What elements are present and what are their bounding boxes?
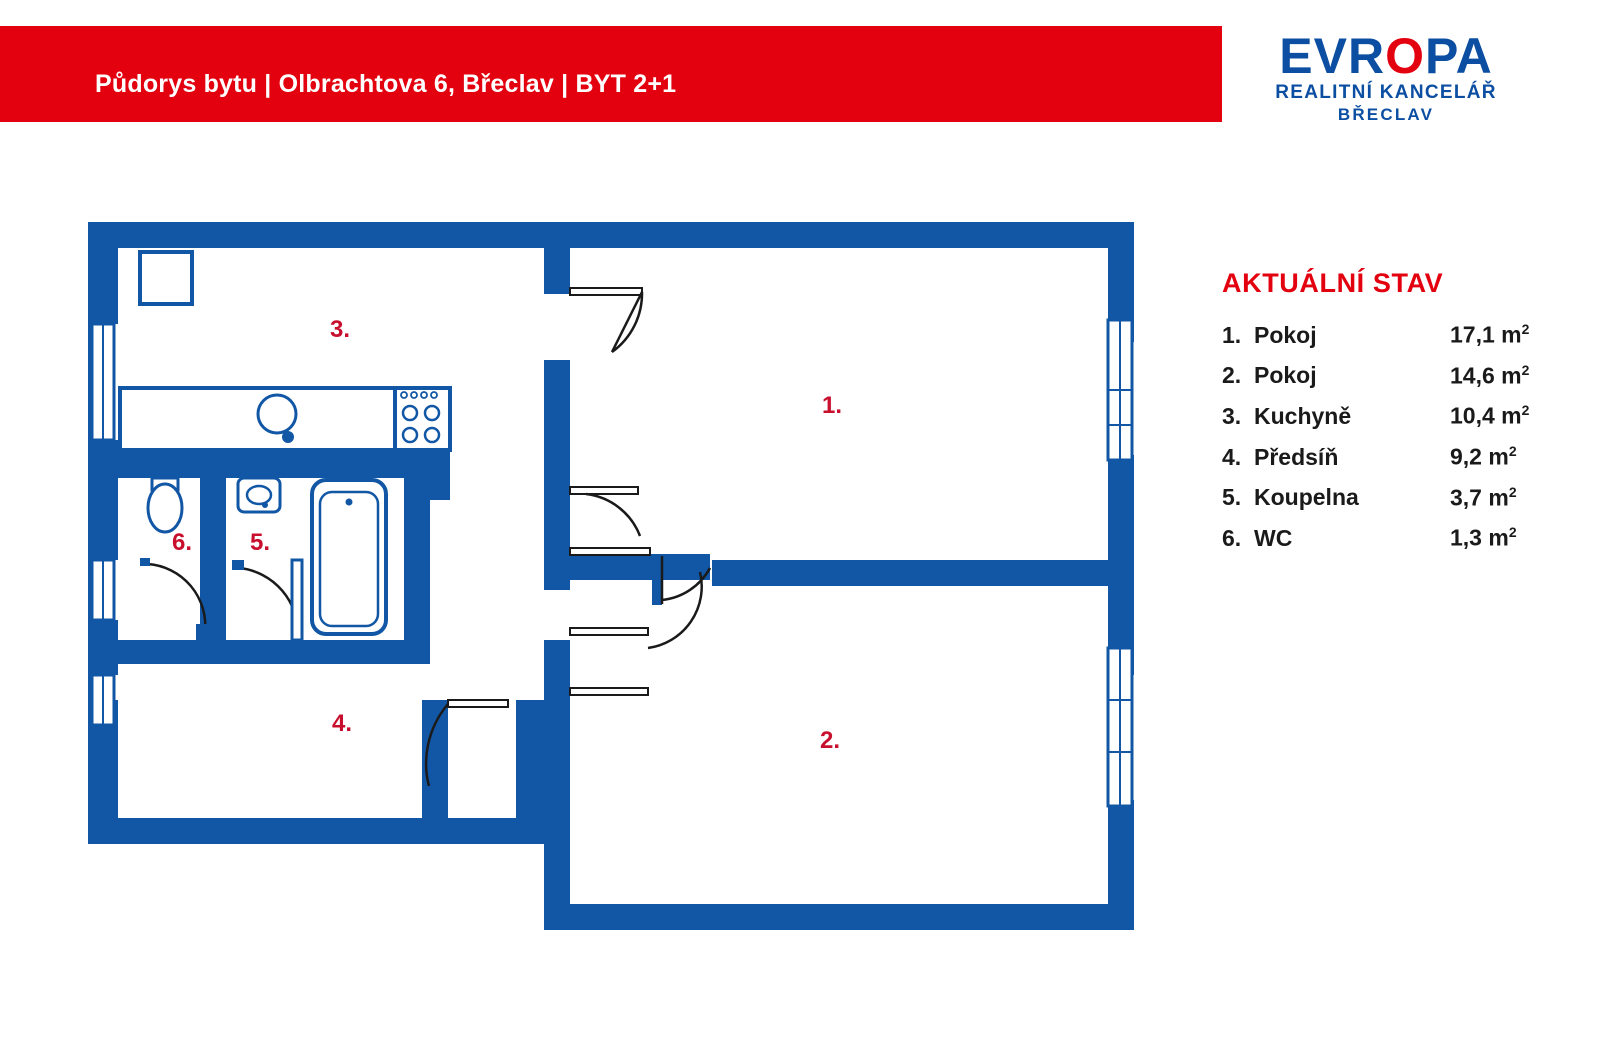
legend-row-area: 3,7 $m^2$ (1450, 483, 1517, 511)
list-item (1222, 402, 1562, 430)
page-title: Půdorys bytu | Olbrachtova 6, Břeclav | BYT 2+1 (95, 70, 677, 98)
kitchen-fixtures (120, 388, 450, 450)
legend-row-name: Pokoj (1254, 362, 1317, 389)
walls-group (88, 222, 1134, 930)
logo-wordmark (1246, 30, 1526, 82)
window-left-hall (92, 675, 114, 725)
legend-row-area: 1,3 $m^2$ (1450, 524, 1517, 551)
room-label-3: 3. (330, 316, 351, 343)
legend-row-name: Koupelna (1254, 484, 1359, 511)
washbasin (238, 478, 280, 512)
list-item (1222, 524, 1562, 552)
bathtub (312, 480, 386, 634)
logo-wordmark-accent: O (1385, 28, 1425, 84)
legend-row-number: 1. (1222, 321, 1242, 348)
window-right-room1 (1108, 320, 1132, 460)
door-wc (140, 558, 208, 642)
logo-wordmark-part1: EVR (1279, 28, 1386, 84)
legend-row-number: 5. (1222, 484, 1242, 511)
sink-drain (282, 431, 294, 443)
legend-row-area: 10,4 $m^2$ (1450, 402, 1530, 429)
window-right-room2 (1108, 648, 1132, 806)
legend-title: AKTUÁLNÍ STAV (1222, 268, 1444, 298)
door-room1-hall (570, 487, 640, 536)
room-label-2: 2. (820, 727, 841, 754)
door-kitchen-room1 (570, 288, 642, 352)
legend-row-name: WC (1254, 524, 1293, 551)
room-label-4: 4. (332, 710, 353, 737)
legend-row-name: Pokoj (1254, 321, 1317, 348)
window-left-kitchen (92, 324, 114, 440)
legend (1222, 268, 1562, 565)
room-label-1: 1. (822, 392, 843, 419)
legend-row-name: Předsíň (1254, 443, 1339, 470)
company-logo (1246, 30, 1526, 150)
room-label-6: 6. (172, 529, 193, 556)
list-item (1222, 484, 1562, 512)
list-item (1222, 321, 1562, 349)
legend-row-area: 14,6 $m^2$ (1450, 361, 1530, 389)
legend-row-area: 9,2 $m^2$ (1450, 442, 1517, 470)
legend-row-number: 2. (1222, 362, 1242, 389)
room-label-5: 5. (250, 529, 271, 556)
legend-row-number: 6. (1222, 524, 1242, 551)
legend-row-name: Kuchyně (1254, 402, 1352, 429)
legend-row-number: 3. (1222, 402, 1242, 429)
legend-row-area: 17,1 $m^2$ (1450, 321, 1530, 348)
windows-group (92, 252, 1132, 806)
list-item (1222, 362, 1562, 390)
list-item (1222, 443, 1562, 471)
toilet (148, 478, 182, 532)
logo-city: BŘECLAV (1337, 105, 1435, 124)
logo-subtitle: REALITNÍ KANCELÁŘ (1275, 82, 1497, 103)
legend-row-number: 4. (1222, 443, 1242, 470)
logo-wordmark-part2: PA (1424, 28, 1493, 84)
door-bathroom (232, 560, 302, 640)
window-left-bath (92, 560, 114, 620)
window-kitchen-niche (140, 252, 192, 304)
sink (258, 395, 296, 433)
